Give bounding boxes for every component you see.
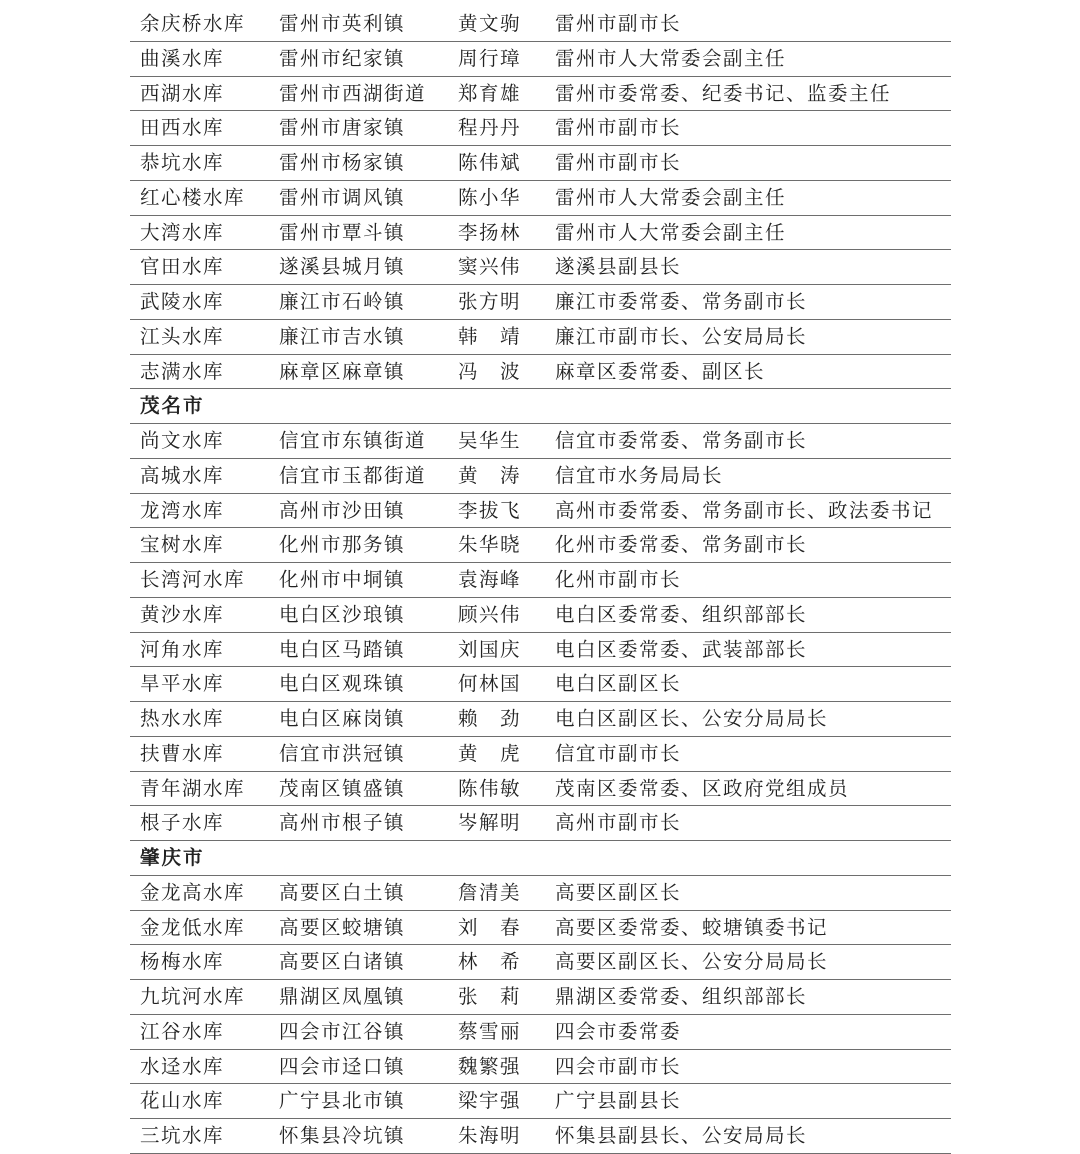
position-title-cell: 鼎湖区委常委、组织部部长 <box>555 985 808 1008</box>
person-name-cell: 黄 虎 <box>458 741 522 765</box>
reservoir-name-cell: 热水水库 <box>140 707 225 730</box>
position-title-cell: 雷州市副市长 <box>555 116 682 140</box>
person-name-cell: 詹清美 <box>458 880 522 904</box>
reservoir-name-cell: 尚文水库 <box>140 429 225 452</box>
town-cell: 四会市迳口镇 <box>279 1054 406 1078</box>
position-title-cell: 雷州市人大常委会副主任 <box>555 185 787 209</box>
person-name-cell: 顾兴伟 <box>458 602 522 626</box>
position-title-cell: 化州市委常委、常务副市长 <box>555 533 808 557</box>
reservoir-name-cell: 九坑河水库 <box>140 985 246 1008</box>
table-row <box>130 181 951 216</box>
town-cell: 廉江市吉水镇 <box>279 324 406 348</box>
table-row <box>130 320 951 355</box>
position-title-cell: 电白区委常委、组织部部长 <box>555 602 808 626</box>
town-cell: 雷州市唐家镇 <box>279 116 406 140</box>
position-title-cell: 广宁县副县长 <box>555 1089 682 1113</box>
table-row <box>130 945 951 980</box>
position-title-cell: 雷州市人大常委会副主任 <box>555 46 787 70</box>
town-cell: 雷州市纪家镇 <box>279 46 406 70</box>
town-cell: 鼎湖区凤凰镇 <box>279 985 406 1008</box>
section-title: 肇庆市 <box>140 846 205 869</box>
position-title-cell: 雷州市委常委、纪委书记、监委主任 <box>555 81 892 105</box>
section-header-row <box>130 389 951 424</box>
position-title-cell: 雷州市副市长 <box>555 12 682 35</box>
reservoir-name-cell: 扶曹水库 <box>140 741 225 765</box>
town-cell: 电白区观珠镇 <box>279 672 406 696</box>
section-header-row <box>130 841 951 876</box>
person-name-cell: 林 希 <box>458 950 522 974</box>
table-row <box>130 528 951 563</box>
table-row <box>130 1050 951 1085</box>
reservoir-name-cell: 江头水库 <box>140 324 225 348</box>
table-row <box>130 911 951 946</box>
reservoir-name-cell: 余庆桥水库 <box>140 12 246 35</box>
position-title-cell: 四会市副市长 <box>555 1054 682 1078</box>
town-cell: 信宜市洪冠镇 <box>279 741 406 765</box>
reservoir-name-cell: 田西水库 <box>140 116 225 140</box>
table-row <box>130 111 951 146</box>
reservoir-name-cell: 大湾水库 <box>140 220 225 244</box>
table-row <box>130 876 951 911</box>
position-title-cell: 茂南区委常委、区政府党组成员 <box>555 776 850 800</box>
reservoir-name-cell: 金龙低水库 <box>140 915 246 939</box>
table-row <box>130 424 951 459</box>
reservoir-name-cell: 龙湾水库 <box>140 498 225 522</box>
person-name-cell: 李扬林 <box>458 220 522 244</box>
person-name-cell: 梁宇强 <box>458 1089 522 1113</box>
town-cell: 信宜市玉都街道 <box>279 463 427 487</box>
reservoir-name-cell: 志满水库 <box>140 359 225 383</box>
reservoir-name-cell: 杨梅水库 <box>140 950 225 974</box>
position-title-cell: 高州市委常委、常务副市长、政法委书记 <box>555 498 934 522</box>
town-cell: 遂溪县城月镇 <box>279 255 406 279</box>
town-cell: 高要区蛟塘镇 <box>279 915 406 939</box>
position-title-cell: 怀集县副县长、公安局局长 <box>555 1124 808 1147</box>
person-name-cell: 韩 靖 <box>458 324 522 348</box>
position-title-cell: 四会市委常委 <box>555 1019 682 1043</box>
table-row <box>130 459 951 494</box>
town-cell: 四会市江谷镇 <box>279 1019 406 1043</box>
reservoir-name-cell: 高城水库 <box>140 463 225 487</box>
reservoir-name-cell: 红心楼水库 <box>140 185 246 209</box>
position-title-cell: 雷州市副市长 <box>555 151 682 174</box>
table-row <box>130 563 951 598</box>
person-name-cell: 黄文驹 <box>458 12 522 35</box>
person-name-cell: 郑育雄 <box>458 81 522 105</box>
table-row <box>130 598 951 633</box>
reservoir-name-cell: 河角水库 <box>140 637 225 661</box>
table-row <box>130 1084 951 1119</box>
town-cell: 高州市沙田镇 <box>279 498 406 522</box>
person-name-cell: 刘 春 <box>458 915 522 939</box>
person-name-cell: 陈伟斌 <box>458 151 522 174</box>
position-title-cell: 遂溪县副县长 <box>555 255 682 279</box>
reservoir-name-cell: 武陵水库 <box>140 290 225 313</box>
town-cell: 怀集县冷坑镇 <box>279 1124 406 1147</box>
reservoir-name-cell: 长湾河水库 <box>140 568 246 591</box>
position-title-cell: 麻章区委常委、副区长 <box>555 359 766 383</box>
position-title-cell: 廉江市副市长、公安局局长 <box>555 324 808 348</box>
reservoir-name-cell: 江谷水库 <box>140 1019 225 1043</box>
table-row <box>130 146 951 181</box>
reservoir-name-cell: 曲溪水库 <box>140 46 225 70</box>
town-cell: 信宜市东镇街道 <box>279 429 427 452</box>
town-cell: 廉江市石岭镇 <box>279 290 406 313</box>
position-title-cell: 高要区副区长、公安分局局长 <box>555 950 829 974</box>
table-row <box>130 494 951 529</box>
person-name-cell: 吴华生 <box>458 429 522 452</box>
person-name-cell: 程丹丹 <box>458 116 522 140</box>
person-name-cell: 刘国庆 <box>458 637 522 661</box>
table-row <box>130 1119 951 1154</box>
reservoir-name-cell: 黄沙水库 <box>140 602 225 626</box>
reservoir-responsibility-table <box>130 7 951 1154</box>
position-title-cell: 电白区副区长、公安分局局长 <box>555 707 829 730</box>
table-row <box>130 667 951 702</box>
table-row <box>130 285 951 320</box>
town-cell: 麻章区麻章镇 <box>279 359 406 383</box>
reservoir-name-cell: 水迳水库 <box>140 1054 225 1078</box>
town-cell: 雷州市英利镇 <box>279 12 406 35</box>
person-name-cell: 魏繁强 <box>458 1054 522 1078</box>
person-name-cell: 何林国 <box>458 672 522 696</box>
reservoir-name-cell: 花山水库 <box>140 1089 225 1113</box>
section-title: 茂名市 <box>140 394 205 418</box>
person-name-cell: 赖 劲 <box>458 707 522 730</box>
position-title-cell: 信宜市水务局局长 <box>555 463 724 487</box>
person-name-cell: 张方明 <box>458 290 522 313</box>
person-name-cell: 李拔飞 <box>458 498 522 522</box>
town-cell: 茂南区镇盛镇 <box>279 776 406 800</box>
town-cell: 雷州市覃斗镇 <box>279 220 406 244</box>
table-row <box>130 980 951 1015</box>
town-cell: 高要区白土镇 <box>279 880 406 904</box>
reservoir-name-cell: 西湖水库 <box>140 81 225 105</box>
person-name-cell: 朱海明 <box>458 1124 522 1147</box>
person-name-cell: 张 莉 <box>458 985 522 1008</box>
town-cell: 雷州市西湖街道 <box>279 81 427 105</box>
person-name-cell: 黄 涛 <box>458 463 522 487</box>
table-row <box>130 77 951 112</box>
position-title-cell: 高要区委常委、蛟塘镇委书记 <box>555 915 829 939</box>
town-cell: 高要区白诸镇 <box>279 950 406 974</box>
table-row <box>130 737 951 772</box>
reservoir-name-cell: 官田水库 <box>140 255 225 279</box>
town-cell: 化州市中垌镇 <box>279 568 406 591</box>
position-title-cell: 电白区委常委、武装部部长 <box>555 637 808 661</box>
person-name-cell: 蔡雪丽 <box>458 1019 522 1043</box>
table-row <box>130 250 951 285</box>
town-cell: 电白区麻岗镇 <box>279 707 406 730</box>
table-row <box>130 216 951 251</box>
position-title-cell: 化州市副市长 <box>555 568 682 591</box>
person-name-cell: 周行璋 <box>458 46 522 70</box>
table-row <box>130 633 951 668</box>
position-title-cell: 雷州市人大常委会副主任 <box>555 220 787 244</box>
position-title-cell: 廉江市委常委、常务副市长 <box>555 290 808 313</box>
person-name-cell: 袁海峰 <box>458 568 522 591</box>
position-title-cell: 信宜市委常委、常务副市长 <box>555 429 808 452</box>
person-name-cell: 岑解明 <box>458 811 522 835</box>
reservoir-name-cell: 根子水库 <box>140 811 225 835</box>
person-name-cell: 窦兴伟 <box>458 255 522 279</box>
town-cell: 高州市根子镇 <box>279 811 406 835</box>
town-cell: 电白区马踏镇 <box>279 637 406 661</box>
position-title-cell: 高州市副市长 <box>555 811 682 835</box>
reservoir-name-cell: 旱平水库 <box>140 672 225 696</box>
town-cell: 化州市那务镇 <box>279 533 406 557</box>
town-cell: 雷州市杨家镇 <box>279 151 406 174</box>
position-title-cell: 高要区副区长 <box>555 880 682 904</box>
table-row <box>130 702 951 737</box>
reservoir-name-cell: 金龙高水库 <box>140 880 246 904</box>
person-name-cell: 朱华晓 <box>458 533 522 557</box>
person-name-cell: 陈小华 <box>458 185 522 209</box>
reservoir-name-cell: 青年湖水库 <box>140 776 246 800</box>
position-title-cell: 电白区副区长 <box>555 672 682 696</box>
table-row <box>130 355 951 390</box>
reservoir-name-cell: 宝树水库 <box>140 533 225 557</box>
reservoir-name-cell: 恭坑水库 <box>140 151 225 174</box>
table-row <box>130 772 951 807</box>
town-cell: 雷州市调风镇 <box>279 185 406 209</box>
town-cell: 电白区沙琅镇 <box>279 602 406 626</box>
position-title-cell: 信宜市副市长 <box>555 741 682 765</box>
table-row <box>130 7 951 42</box>
table-row <box>130 806 951 841</box>
table-row <box>130 42 951 77</box>
reservoir-name-cell: 三坑水库 <box>140 1124 225 1147</box>
town-cell: 广宁县北市镇 <box>279 1089 406 1113</box>
person-name-cell: 冯 波 <box>458 359 522 383</box>
table-row <box>130 1015 951 1050</box>
person-name-cell: 陈伟敏 <box>458 776 522 800</box>
